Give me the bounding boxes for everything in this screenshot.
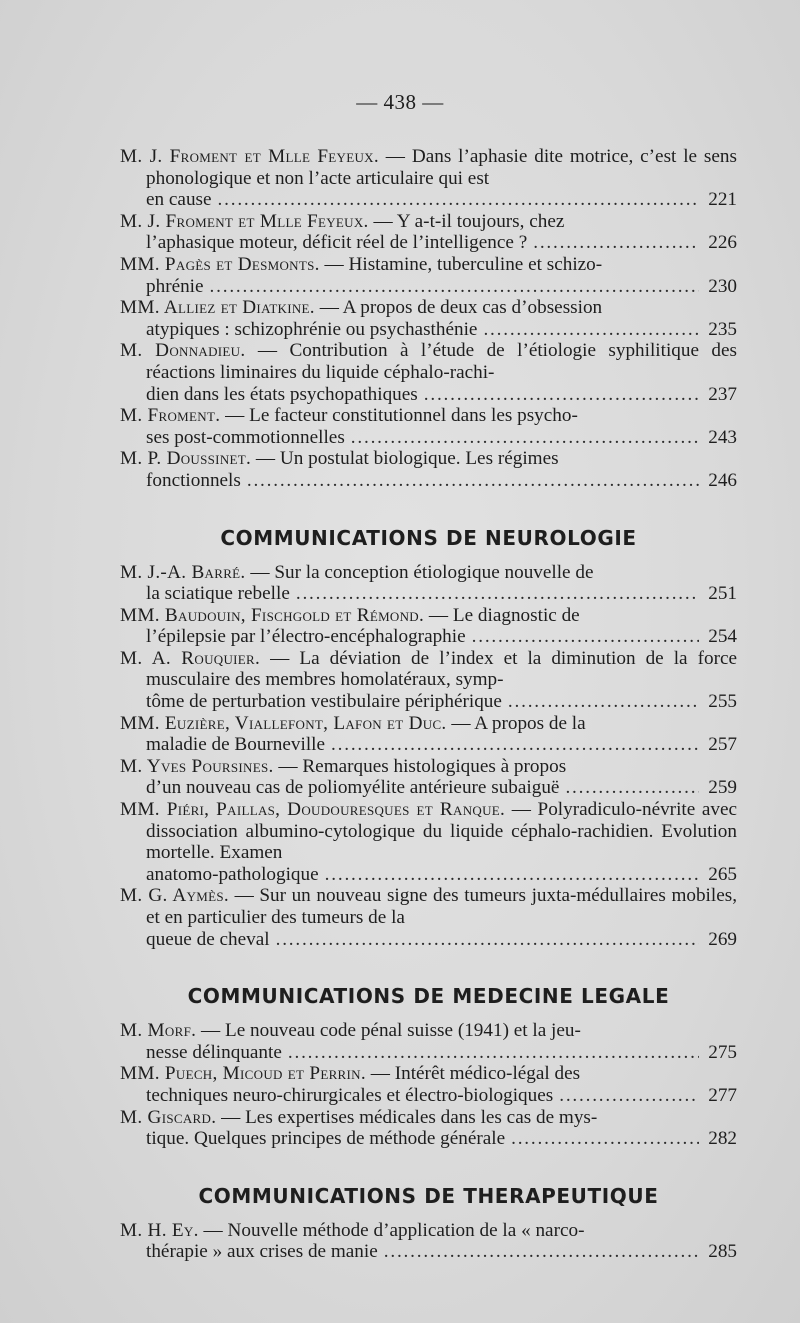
entry-last-line: [146, 1241, 737, 1263]
toc-section: [120, 1184, 737, 1263]
entry-page-number: 285: [708, 1241, 737, 1263]
entry-authors: MM. Baudouin, Fischgold et Rémond.: [120, 604, 425, 626]
entry-title: — Le diagnostic de: [424, 604, 580, 626]
entry-authors: M. G. Aymès.: [120, 885, 229, 907]
toc-section: [120, 146, 737, 492]
entry-authors: M. Yves Poursines.: [120, 755, 274, 777]
entry-page-number: 255: [708, 691, 737, 713]
section-heading: COMMUNICATIONS DE NEUROLOGIE: [220, 525, 637, 550]
entry-authors: M. J. Froment et Mlle Feyeux.: [120, 146, 379, 167]
entry-title-end: l’aphasique moteur, déficit réel de l’intelligence ?: [146, 232, 528, 254]
entry-title: — Histamine, tuberculine et schizo-: [319, 253, 603, 275]
entry-authors: M. Morf.: [120, 1020, 197, 1042]
entry-title-end: ses post-commotionnelles: [146, 426, 345, 448]
entry-authors: M. H. Ey.: [120, 1219, 199, 1241]
entry-title: — A propos de la: [446, 712, 586, 734]
entry-title: — Le facteur constitutionnel dans les psycho-: [220, 405, 578, 427]
toc-entry: [120, 1220, 737, 1263]
entry-last-line: [146, 384, 737, 406]
entry-title: — Sur la conception étiologique nouvelle de: [245, 561, 594, 583]
entry-last-line: [146, 427, 737, 449]
entry-title-end: maladie de Bourneville: [146, 734, 326, 756]
entry-title: — Un postulat biologique. Les régimes: [251, 448, 559, 470]
dot-leader: [296, 583, 699, 605]
dot-leader: [533, 232, 699, 254]
entry-title: — Les expertises médicales dans les cas de mys-: [216, 1106, 598, 1128]
entry-page-number: 237: [708, 383, 737, 405]
entry-authors: M. Giscard.: [120, 1106, 217, 1128]
toc-entry: [120, 340, 737, 405]
entry-page-number: 235: [708, 318, 737, 340]
entry-authors: MM. Alliez et Diatkine.: [120, 297, 315, 319]
section-heading: COMMUNICATIONS DE THERAPEUTIQUE: [198, 1183, 659, 1208]
entry-title: — Sur un nouveau signe des tumeurs juxta-médullaires mobiles, et en particulier des tumeurs de la: [146, 885, 737, 928]
toc-entry: [120, 648, 737, 713]
entry-page-number: 243: [708, 426, 737, 448]
table-of-contents: [120, 146, 737, 1263]
entry-authors: MM. Euzière, Viallefont, Lafon et Duc.: [120, 712, 447, 734]
entry-authors: M. J.-A. Barré.: [120, 561, 246, 583]
entry-last-line: [146, 470, 737, 492]
toc-section: [120, 984, 737, 1150]
toc-entry: [120, 211, 737, 254]
entry-authors: MM. Puech, Micoud et Perrin.: [120, 1063, 366, 1085]
entry-title-end: atypiques : schizophrénie ou psychasthénie: [146, 318, 478, 340]
entry-last-line: [146, 1128, 737, 1150]
entry-title-end: d’un nouveau cas de poliomyélite antérieure subaiguë: [146, 777, 560, 799]
toc-entry: [120, 562, 737, 605]
dot-leader: [210, 276, 699, 298]
toc-entry: [120, 448, 737, 491]
dot-leader: [218, 189, 699, 211]
dot-leader: [247, 470, 699, 492]
dot-leader: [325, 864, 699, 886]
page-number: — 438 —: [356, 90, 444, 114]
entry-last-line: [146, 583, 737, 605]
entry-title: — Le nouveau code pénal suisse (1941) et la jeu-: [196, 1020, 581, 1042]
entry-title: — Y a-t-il toujours, chez: [368, 210, 565, 232]
toc-entry: [120, 713, 737, 756]
toc-entry: [120, 756, 737, 799]
entry-title-end: fonctionnels: [146, 469, 241, 491]
entry-last-line: [146, 777, 737, 799]
entry-last-line: [146, 232, 737, 254]
entry-last-line: [146, 1085, 737, 1107]
entry-last-line: [146, 929, 737, 951]
toc-section: [120, 526, 737, 951]
entry-page-number: 277: [708, 1084, 737, 1106]
entry-title: — Nouvelle méthode d’application de la « narco-: [198, 1219, 585, 1241]
entry-title-end: phrénie: [146, 275, 204, 297]
entry-page-number: 275: [708, 1041, 737, 1063]
entry-page-number: 257: [708, 734, 737, 756]
entry-last-line: [146, 691, 737, 713]
entry-page-number: 221: [708, 189, 737, 211]
dot-leader: [424, 384, 699, 406]
dot-leader: [288, 1042, 699, 1064]
entry-authors: M. Donnadieu.: [120, 340, 246, 362]
dot-leader: [565, 777, 699, 799]
entry-title-end: queue de cheval: [146, 928, 270, 950]
entry-last-line: [146, 734, 737, 756]
toc-entry: [120, 405, 737, 448]
entry-last-line: [146, 189, 737, 211]
entry-title-end: nesse délinquante: [146, 1041, 282, 1063]
toc-entry: [120, 297, 737, 340]
entry-title-end: dien dans les états psychopathiques: [146, 383, 418, 405]
entry-page-number: 282: [708, 1128, 737, 1150]
entry-last-line: [146, 1042, 737, 1064]
entry-title: — Contribution à l’étude de l’étiologie syphilitique des réactions liminaires du liquide céphalo-rachi-: [146, 340, 737, 383]
section-heading: COMMUNICATIONS DE MEDECINE LEGALE: [187, 984, 670, 1009]
entry-page-number: 254: [708, 626, 737, 648]
dot-leader: [384, 1241, 699, 1263]
entry-authors: M. J. Froment et Mlle Feyeux.: [120, 210, 369, 232]
toc-entry: [120, 885, 737, 950]
entry-page-number: 269: [708, 928, 737, 950]
entry-title-end: la sciatique rebelle: [146, 583, 290, 605]
entry-title-end: l’épilepsie par l’électro-encéphalographie: [146, 626, 466, 648]
entry-page-number: 265: [708, 863, 737, 885]
entry-title: — Polyradiculo-névrite avec dissociation albumino-cytologique du liquide céphalo-rachidien. Evolution mortelle. Examen: [146, 799, 738, 864]
entry-title: — Dans l’aphasie dite motrice, c’est le sens phonologique et non l’acte articulaire qui est: [146, 146, 737, 189]
entry-authors: M. A. Rouquier.: [120, 647, 261, 669]
toc-entry: [120, 146, 737, 211]
entry-title-end: tôme de perturbation vestibulaire périphérique: [146, 691, 502, 713]
dot-leader: [276, 929, 699, 951]
entry-title: — Intérêt médico-légal des: [365, 1063, 581, 1085]
dot-leader: [559, 1085, 699, 1107]
dot-leader: [472, 626, 699, 648]
toc-entry: [120, 605, 737, 648]
entry-authors: MM. Pagès et Desmonts.: [120, 253, 320, 275]
entry-title: — La déviation de l’index et la diminution de la force musculaire des membres homolatéraux, symp-: [146, 647, 737, 691]
entry-authors: M. Froment.: [120, 405, 221, 427]
entry-authors: MM. Piéri, Paillas, Doudouresques et Ranque.: [120, 799, 506, 821]
entry-title-end: techniques neuro-chirurgicales et électro-biologiques: [146, 1084, 554, 1106]
entry-page-number: 259: [708, 777, 737, 799]
entry-page-number: 246: [708, 469, 737, 491]
entry-page-number: 230: [708, 275, 737, 297]
entry-page-number: 251: [708, 583, 737, 605]
toc-entry: [120, 1020, 737, 1063]
entry-title-end: en cause: [146, 189, 212, 211]
toc-entry: [120, 799, 737, 885]
entry-title: — Remarques histologiques à propos: [273, 755, 567, 777]
entry-title-end: anatomo-pathologique: [146, 863, 319, 885]
toc-entry: [120, 1107, 737, 1150]
dot-leader: [331, 734, 699, 756]
entry-last-line: [146, 319, 737, 341]
dot-leader: [351, 427, 699, 449]
dot-leader: [508, 691, 699, 713]
entry-title: — A propos de deux cas d’obsession: [314, 297, 603, 319]
entry-authors: M. P. Doussinet.: [120, 448, 252, 470]
entry-last-line: [146, 864, 737, 886]
entry-title-end: tique. Quelques principes de méthode générale: [146, 1128, 506, 1150]
entry-last-line: [146, 276, 737, 298]
dot-leader: [511, 1128, 699, 1150]
dot-leader: [483, 319, 699, 341]
entry-page-number: 226: [708, 232, 737, 254]
toc-entry: [120, 254, 737, 297]
entry-last-line: [146, 626, 737, 648]
entry-title-end: thérapie » aux crises de manie: [146, 1241, 378, 1263]
toc-entry: [120, 1063, 737, 1106]
